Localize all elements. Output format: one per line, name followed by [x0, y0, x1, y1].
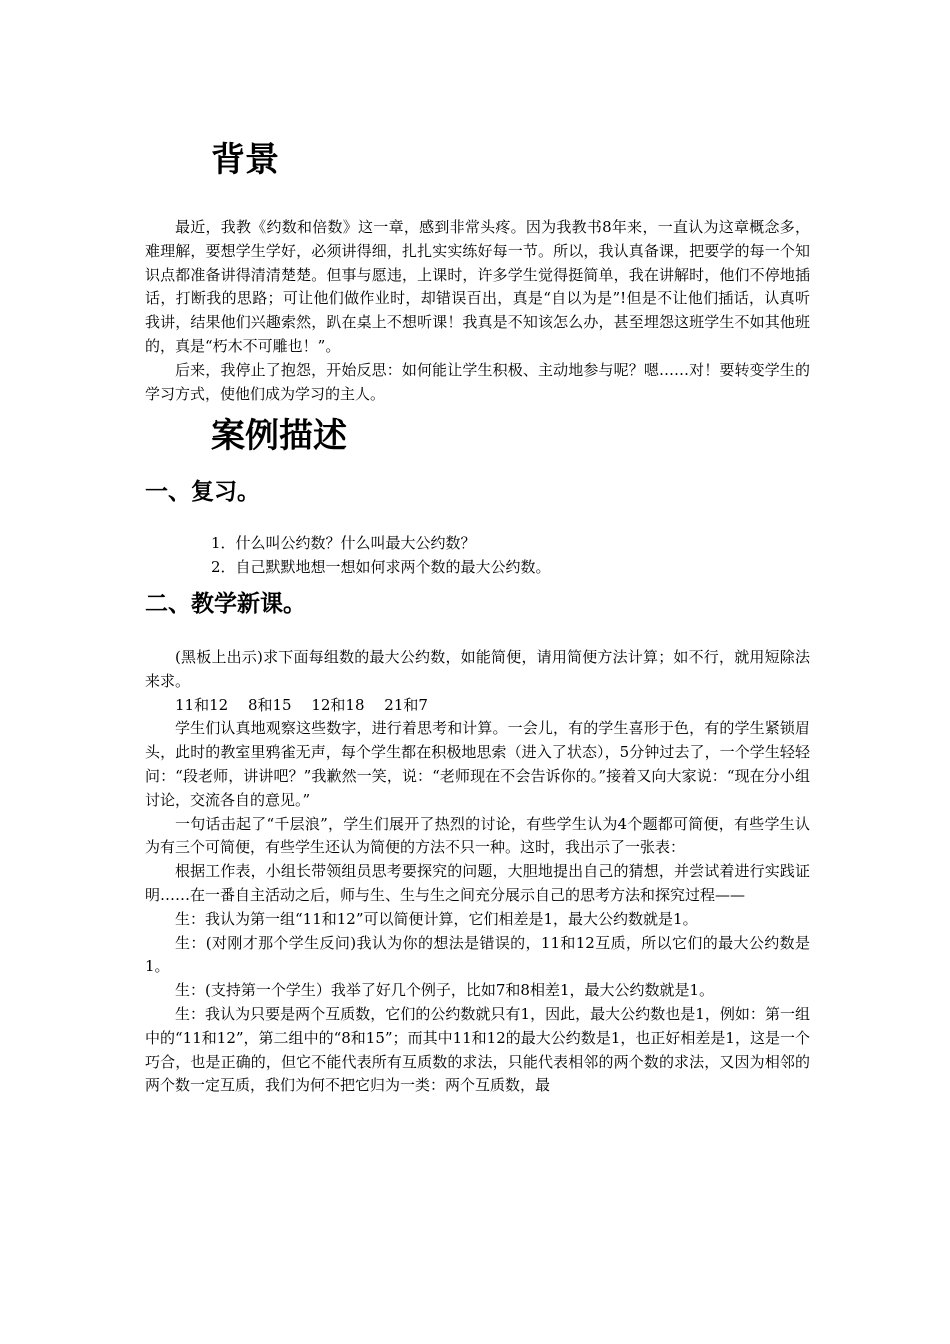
lesson-paragraph-1: (黑板上出示)求下面每组数的最大公约数，如能简便，请用简便方法计算；如不行，就用短除法来求。 — [145, 647, 810, 690]
heading-background: 背景 — [211, 140, 279, 180]
section-review-heading: 一、复习。 — [145, 479, 260, 506]
heading-case-description: 案例描述 — [211, 416, 347, 457]
background-paragraph-2: 后来，我停止了抱怨，开始反思：如何能让学生积极、主动地参与呢？嗯……对！要转变学生的学习方式，使他们成为学习的主人。 — [145, 360, 810, 403]
section-new-lesson-heading: 二、教学新课。 — [145, 590, 306, 617]
student-statement-4: 生：我认为只要是两个互质数，它们的公约数就只有1，因此，最大公约数也是1，例如：第一组中的“11和12”，第二组中的“8和15”；而其中11和12的最大公约数是1，也正好相差是1，这是一个巧合，也是正确的，但它不能代表所有互质数的求法，只能代表相邻的两个数的求法，又因为相邻的两个数一定互质，我们为何不把它归为一类：两个互质数，最 — [145, 1004, 810, 1095]
review-item-2: 2．自己默默地想一想如何求两个数的最大公约数。 — [211, 558, 551, 577]
student-statement-3: 生：(支持第一个学生）我举了好几个例子，比如7和8相差1，最大公约数就是1。 — [175, 981, 715, 1000]
lesson-paragraph-4: 一句话击起了“千层浪”，学生们展开了热烈的讨论，有些学生认为4个题都可简便，有些学生认为有三个可简便，有些学生还认为简便的方法不只一种。这时，我出示了一张表： — [145, 814, 810, 857]
lesson-paragraph-5: 根据工作表，小组长带领组员思考要探究的问题，大胆地提出自己的猜想，并尝试着进行实践证明……在一番自主活动之后，师与生、生与生之间充分展示自己的思考方法和探究过程—— — [145, 862, 810, 904]
review-item-1: 1．什么叫公约数？什么叫最大公约数？ — [211, 534, 476, 553]
student-statement-2: 生：(对刚才那个学生反问)我认为你的想法是错误的，11和12互质，所以它们的最大公约数是1。 — [145, 933, 810, 976]
student-statement-1: 生：我认为第一组“11和12”可以简便计算，它们相差是1，最大公约数就是1。 — [175, 909, 698, 928]
document-content — [145, 138, 810, 1098]
background-paragraph-1: 最近，我教《约数和倍数》这一章，感到非常头疼。因为我教书8年来，一直认为这章概念多，难理解，要想学生学好，必须讲得细，扎扎实实练好每一节。所以，我认真备课，把要学的每一个知识点都准备讲得清清楚楚。但事与愿违，上课时，许多学生觉得挺简单，我在讲解时，他们不停地插话，打断我的思路；可让他们做作业时，却错误百出，真是“自以为是”!但是不让他们插话，认真听我讲，结果他们兴趣索然，趴在桌上不想听课！我真是不知该怎么办，甚至埋怨这班学生不如其他班的，真是“朽木不可雕也！”。 — [145, 218, 810, 355]
lesson-number-groups: 11和12 8和15 12和18 21和7 — [175, 695, 428, 714]
lesson-paragraph-3: 学生们认真地观察这些数字，进行着思考和计算。一会儿，有的学生喜形于色，有的学生紧锁眉头，此时的教室里鸦雀无声，每个学生都在积极地思索（进入了状态），5分钟过去了，一个学生轻轻问：“段老师，讲讲吧？”我歉然一笑，说：“老师现在不会告诉你的。”接着又向大家说：“现在分小组讨论，交流各自的意见。” — [145, 719, 810, 809]
